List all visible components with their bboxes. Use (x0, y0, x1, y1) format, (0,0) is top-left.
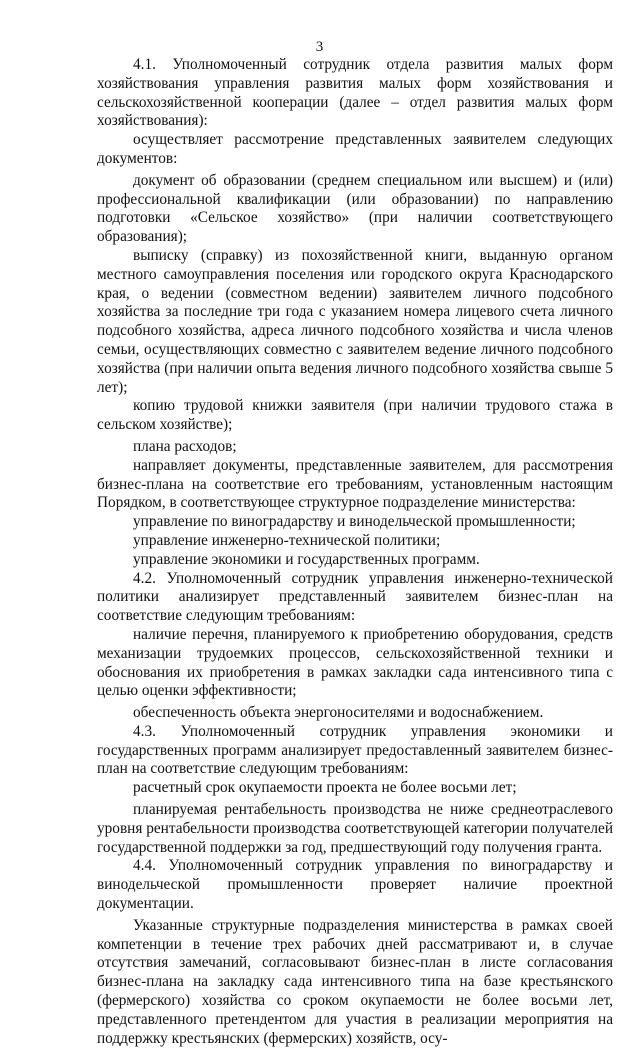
paragraph-equipment-list: наличие перечня, планируемого к приобретению оборудования, средств механизации трудоемких процессов, сельскохозяйственной техники и обоснования их приобретения в рамках закладки сада интенсивного типа с целью оценки эффективности; (97, 625, 613, 700)
page-number: 3 (315, 39, 324, 55)
paragraph-engineering-department: управление инженерно-технической политики; (133, 531, 441, 549)
paragraph-structural-units: Указанные структурные подразделения министерства в рамках своей компетенции в течение трех рабочих дней рассматривают и, в случае отсутствия замечаний, согласовывают бизнес-план в листе согласования бизнес-плана на закладку сада интенсивного типа на базе крестьянского (фермерского) хозяйства со сроком окупаемости не более восьми лет, представленного претендентом для участия в реализации мероприятия на поддержку крестьянских (фермерских) хозяйств, осу- (97, 916, 613, 1047)
paragraph-viticulture-department: управление по виноградарству и винодельческой промышленности; (133, 513, 576, 531)
paragraph-work-record-copy: копию трудовой книжки заявителя (при наличии трудового стажа в сельском хозяйстве); (97, 397, 613, 434)
document-body (97, 56, 613, 1048)
paragraph-4-3: 4.3. Уполномоченный сотрудник управления экономики и государственных программ анализирует предоставленный заявителем бизнес-план на соответствие следующим требованиям: (97, 722, 613, 778)
paragraph-forward-documents: направляет документы, представленные заявителем, для рассмотрения бизнес-плана на соответствие его требованиям, установленным настоящим Порядком, в соответствующее структурное подразделение министерства: (97, 456, 613, 512)
paragraph-economics-department: управление экономики и государственных программ. (133, 550, 480, 568)
paragraph-review-documents: осуществляет рассмотрение представленных заявителем следующих документов: (97, 131, 613, 167)
paragraph-4-4: 4.4. Уполномоченный сотрудник управления по виноградарству и винодельческой промышленности проверяет наличие проектной документации. (97, 857, 613, 913)
paragraph-4-2: 4.2. Уполномоченный сотрудник управления инженерно-технической политики анализирует представленный заявителем бизнес-план на соответствие следующим требованиям: (97, 569, 613, 625)
paragraph-energy-water-supply: обеспеченность объекта энергоносителями и водоснабжением. (133, 704, 544, 722)
paragraph-expense-plan: плана расходов; (133, 437, 237, 455)
paragraph-education-document: документ об образовании (среднем специальном или высшем) и (или) профессиональной квалификации (или образовании) по направлению подготовки «Сельское хозяйство» (при наличии соответствующего образования); (97, 171, 613, 246)
paragraph-payback-period: расчетный срок окупаемости проекта не более восьми лет; (133, 779, 517, 797)
paragraph-household-extract: выписку (справку) из похозяйственной книги, выданную органом местного самоуправления поселения или городского округа Краснодарского края, о ведении (совместном ведении) заявителем личного подсобного хозяйства за последние три года с указанием номера лицевого счета личного подсобного хозяйства, адреса личного подсобного хозяйства и числа членов семьи, осуществляющих совместно с заявителем ведение личного подсобного хозяйства (при наличии опыта ведения личного подсобного хозяйства свыше 5 лет); (97, 246, 613, 396)
paragraph-profitability: планируемая рентабельность производства не ниже среднеотраслевого уровня рентабельности производства соответствующей категории получателей государственной поддержки за год, предшествующий году получения гранта. (97, 801, 613, 856)
paragraph-4-1-intro: 4.1. Уполномоченный сотрудник отдела развития малых форм хозяйствования управления развития малых форм хозяйствования и сельскохозяйственной кооперации (далее – отдел развития малых форм хозяйствования): (97, 56, 613, 130)
